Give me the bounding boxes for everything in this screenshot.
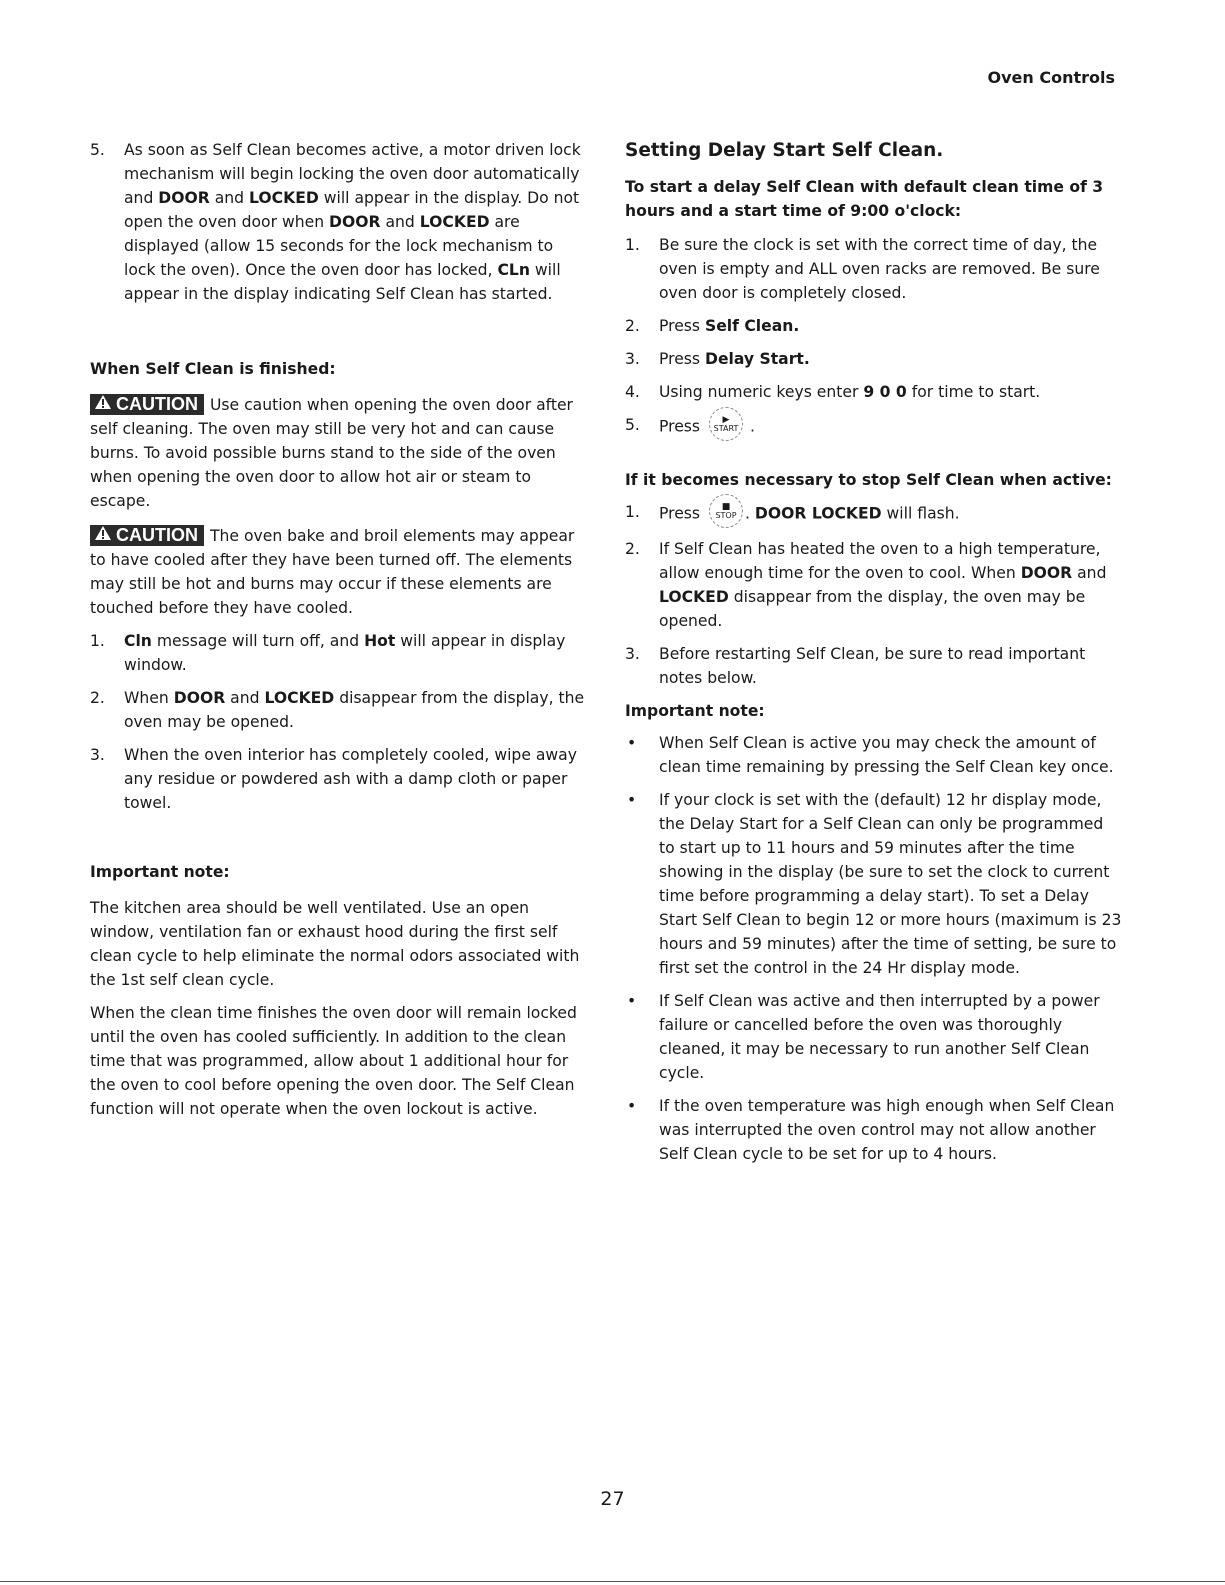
step-text: Press ■ STOP . DOOR LOCKED will flash.	[659, 500, 1123, 528]
step-text: Press ▶ START .	[659, 413, 1123, 441]
bullet-dot-icon: •	[627, 992, 637, 1010]
step-text: If Self Clean has heated the oven to a high temperature, allow enough time for the oven to cool. When DOOR and LOCKED disappear from the display, the oven may be opened.	[659, 540, 1107, 630]
caution-paragraph-2: CAUTION The oven bake and broil elements may appear to have cooled after they have been turned off. The elements may still be hot and burns may occur if these elements are touched before they have cooled.	[90, 525, 575, 617]
step-number: 1.	[625, 236, 640, 254]
note-bullet	[625, 788, 1123, 980]
delay-start-heading: Setting Delay Start Self Clean.	[625, 140, 944, 161]
step-number: 1.	[90, 632, 105, 650]
finished-step-3	[90, 743, 588, 815]
stop-heading: If it becomes necessary to stop Self Clean when active:	[625, 471, 1112, 489]
finished-step-1	[90, 629, 588, 677]
step-text: When the oven interior has completely cooled, wipe away any residue or powdered ash with a damp cloth or paper towel.	[124, 746, 577, 812]
note-paragraph: When the clean time finishes the oven door will remain locked until the oven has cooled sufficiently. In addition to the clean time that was programmed, allow about 1 additional hour for the oven to cool before opening the oven door. The Self Clean function will not operate when the oven lockout is active.	[90, 1004, 577, 1118]
note-bullet	[625, 731, 1123, 779]
step-text: Be sure the clock is set with the correct time of day, the oven is empty and ALL oven racks are removed. Be sure oven door is completely closed.	[659, 236, 1100, 302]
step-number: 4.	[625, 383, 640, 401]
step-text: Cln message will turn off, and Hot will appear in display window.	[124, 632, 566, 674]
stop-step-2	[625, 537, 1123, 633]
page-number: 27	[600, 1488, 625, 1510]
step-text: When DOOR and LOCKED disappear from the display, the oven may be opened.	[124, 689, 585, 731]
important-note-heading: Important note:	[625, 702, 765, 720]
finished-step-2	[90, 686, 588, 734]
bullet-dot-icon: •	[627, 791, 637, 809]
bullet-dot-icon: •	[627, 1097, 637, 1115]
delay-step-1	[625, 233, 1123, 305]
left-column	[90, 138, 588, 1130]
caution-paragraph-1: CAUTION Use caution when opening the oven door after self cleaning. The oven may still be very hot and can cause burns. To avoid possible burns stand to the side of the oven when opening the oven door to allow hot air or steam to escape.	[90, 394, 573, 510]
self-clean-step-5	[90, 138, 588, 306]
stop-key-icon: ■ STOP	[709, 494, 743, 528]
bottom-divider	[0, 1581, 1225, 1582]
step-text: Before restarting Self Clean, be sure to read important notes below.	[659, 645, 1086, 687]
note-paragraph: The kitchen area should be well ventilated. Use an open window, ventilation fan or exhaust hood during the first self clean cycle to help eliminate the normal odors associated with the 1st self clean cycle.	[90, 899, 580, 989]
step-text: Press Self Clean.	[659, 317, 800, 335]
delay-start-subheading: To start a delay Self Clean with default clean time of 3 hours and a start time of 9:00 o'clock:	[625, 178, 1104, 220]
note-bullet	[625, 989, 1123, 1085]
bullet-text: When Self Clean is active you may check the amount of clean time remaining by pressing the Self Clean key once.	[659, 734, 1114, 776]
start-key-icon: ▶ START	[709, 407, 743, 441]
bullet-dot-icon: •	[627, 734, 637, 752]
finished-heading: When Self Clean is finished:	[90, 360, 336, 378]
step-number: 1.	[625, 503, 640, 521]
important-note-heading: Important note:	[90, 863, 230, 881]
step-number: 3.	[625, 350, 640, 368]
bullet-text: If Self Clean was active and then interrupted by a power failure or cancelled before the oven was thoroughly cleaned, it may be necessary to run another Self Clean cycle.	[659, 992, 1100, 1082]
warning-triangle-icon	[94, 525, 112, 541]
warning-triangle-icon	[94, 394, 112, 410]
step-text: As soon as Self Clean becomes active, a motor driven lock mechanism will begin locking the oven door automatically and DOOR and LOCKED will appear in the display. Do not open the oven door when DOOR and LOCKED are displayed (allow 15 seconds for the lock mechanism to lock the oven). Once the oven door has locked, CLn will appear in the display indicating Self Clean has started.	[124, 141, 581, 303]
stop-step-3	[625, 642, 1123, 690]
section-title: Oven Controls	[987, 68, 1115, 87]
caution-badge	[90, 394, 204, 415]
stop-step-1	[625, 500, 1123, 528]
bullet-text: If your clock is set with the (default) 12 hr display mode, the Delay Start for a Self Clean can only be programmed to start up to 11 hours and 59 minutes after the time showing in the display (be sure to set the clock to current time before programming a delay start). To set a Delay Start Self Clean to begin 12 or more hours (maximum is 23 hours and 59 minutes) after the time of setting, be sure to first set the control in the 24 Hr display mode.	[659, 791, 1122, 977]
delay-step-2	[625, 314, 1123, 338]
step-text: Using numeric keys enter 9 0 0 for time to start.	[659, 383, 1041, 401]
step-number: 2.	[90, 689, 105, 707]
delay-step-4	[625, 380, 1123, 404]
step-number: 5.	[90, 141, 105, 159]
delay-step-3	[625, 347, 1123, 371]
caution-label: CAUTION	[116, 394, 198, 414]
step-number: 5.	[625, 416, 640, 434]
step-number: 2.	[625, 317, 640, 335]
caution-badge	[90, 525, 204, 546]
caution-label: CAUTION	[116, 525, 198, 545]
note-bullet	[625, 1094, 1123, 1166]
delay-step-5	[625, 413, 1123, 441]
step-number: 2.	[625, 540, 640, 558]
step-number: 3.	[625, 645, 640, 663]
step-text: Press Delay Start.	[659, 350, 810, 368]
right-column	[625, 138, 1123, 1175]
bullet-text: If the oven temperature was high enough when Self Clean was interrupted the oven control may not allow another Self Clean cycle to be set for up to 4 hours.	[659, 1097, 1115, 1163]
step-number: 3.	[90, 746, 105, 764]
